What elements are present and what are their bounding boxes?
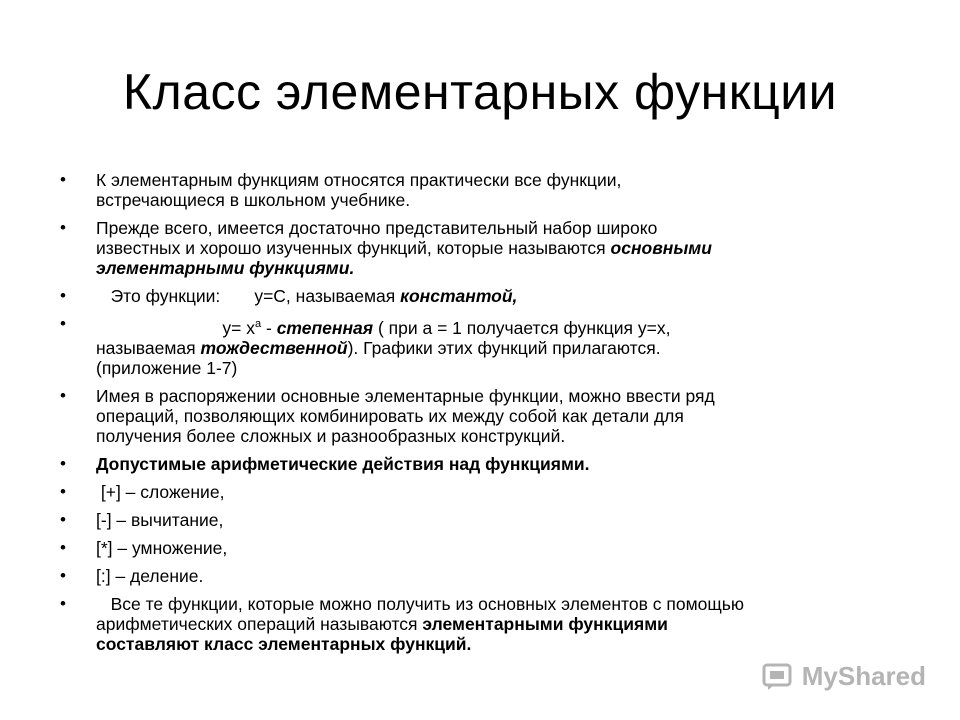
bullet-icon: •: [60, 509, 66, 529]
bullet-icon: •: [60, 385, 66, 405]
list-item: • Имея в распоряжении основные элементарные функции, можно ввести ряд операций, позволяющих комбинировать их между собой как детали для получения более сложных и разнообразных конструкций.: [60, 385, 715, 446]
watermark: [762, 661, 926, 692]
watermark-text: MyShared: [801, 661, 926, 691]
slide-title: Класс элементарных функции: [122, 64, 838, 120]
list-item: • [-] – вычитание,: [60, 509, 224, 530]
list-item: • Допустимые арифметические действия над функциями.: [60, 453, 590, 474]
bullet-icon: •: [60, 453, 66, 473]
bullet-icon: •: [60, 481, 66, 501]
bullet-icon: •: [60, 537, 66, 557]
bullet-icon: •: [60, 170, 66, 189]
list-item: • [+] – сложение,: [60, 481, 225, 502]
list-item: • Все те функции, которые можно получить из основных элементов с помощью арифметических операций называются элементарными функциями составляют класс элементарных функций.: [60, 593, 744, 654]
bullet-icon: •: [60, 218, 66, 237]
bullet-list: [60, 170, 880, 662]
list-item: • $у= х^а$ - степенная ( при а = 1 получается функция у=х, называемая тождественной). Графики этих функций прилагаются. (приложение 1-7): [60, 314, 671, 378]
list-item: • [:] – деление.: [60, 565, 204, 586]
list-item: • [*] – умножение,: [60, 537, 228, 558]
list-item: • Это функции: у=С, называемая константой,: [60, 286, 518, 306]
bullet-icon: •: [60, 286, 66, 305]
list-item: • К элементарным функциям относятся практически все функции, встречающиеся в школьном учебнике.: [60, 170, 622, 210]
bullet-icon: •: [60, 593, 66, 613]
bullet-icon: •: [60, 314, 66, 333]
bullet-icon: •: [60, 565, 66, 585]
myshared-logo-icon: [762, 662, 796, 692]
list-item: • Прежде всего, имеется достаточно представительный набор широко известных и хорошо изученных функций, которые называются основными элементарными функциями.: [60, 218, 712, 278]
